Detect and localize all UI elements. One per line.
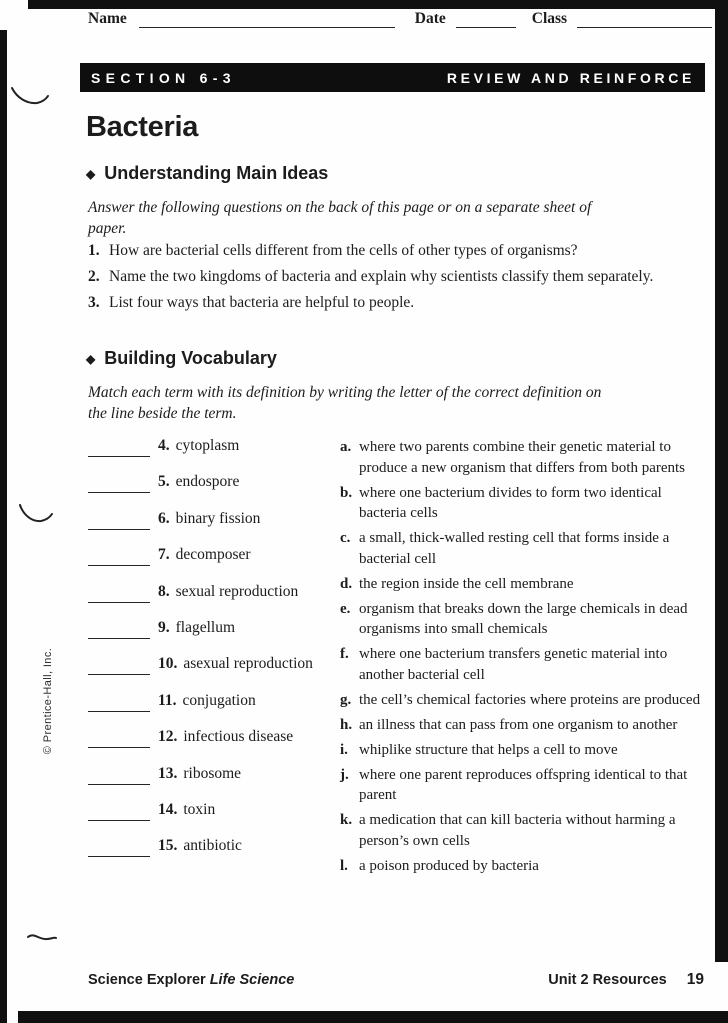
definition-text: an illness that can pass from one organism to another <box>359 716 678 733</box>
heading-main-ideas <box>86 163 328 184</box>
definition-letter: k. <box>340 812 353 828</box>
definition-text: where one parent reproduces offspring identical to that parent <box>359 766 688 803</box>
definition-text: where one bacterium transfers genetic material into another bacterial cell <box>359 646 668 683</box>
section-number: SECTION 6-3 <box>91 69 236 86</box>
definition-letter: g. <box>340 691 352 708</box>
definition-text: a poison produced by bacteria <box>359 857 539 874</box>
definition-letter: f. <box>340 646 349 662</box>
scan-edge-bottom <box>18 1011 728 1023</box>
term-row <box>88 692 340 712</box>
term-label: sexual reproduction <box>175 582 299 600</box>
term-number: 8. <box>158 582 170 600</box>
term-row <box>88 473 340 493</box>
question-number: 1. <box>88 242 100 259</box>
term-label: conjugation <box>182 691 256 709</box>
question-item <box>88 241 690 261</box>
term-label: decomposer <box>175 546 251 564</box>
term-number: 9. <box>158 618 170 636</box>
question-number: 2. <box>88 268 100 285</box>
term-row <box>88 837 340 857</box>
definition-text: where one bacterium divides to form two identical bacteria cells <box>359 484 662 521</box>
question-text: How are bacterial cells different from the cells of other types of organisms? <box>109 242 578 259</box>
scan-artifact <box>26 929 58 947</box>
term-row <box>88 619 340 639</box>
question-item <box>88 293 690 313</box>
term-number: 10. <box>158 655 178 673</box>
term-label: infectious disease <box>183 728 294 746</box>
term-label: endospore <box>175 473 240 491</box>
term-row <box>88 801 340 821</box>
heading-vocabulary-label: Building Vocabulary <box>104 348 277 368</box>
definition-text: whiplike structure that helps a cell to move <box>359 741 618 758</box>
scan-artifact <box>18 501 54 527</box>
term-row <box>88 437 340 457</box>
question-item <box>88 267 690 287</box>
term-row <box>88 765 340 785</box>
definition-letter: c. <box>340 530 351 546</box>
answer-blank[interactable] <box>88 842 150 857</box>
definition-list <box>340 437 712 881</box>
term-label: ribosome <box>183 764 242 782</box>
term-number: 12. <box>158 728 178 746</box>
definition-item <box>340 574 712 595</box>
term-number: 4. <box>158 437 170 454</box>
date-field[interactable] <box>456 11 516 28</box>
answer-blank[interactable] <box>88 806 150 821</box>
footer-book <box>88 972 294 988</box>
answer-blank[interactable] <box>88 478 150 493</box>
term-label: asexual reproduction <box>183 655 313 673</box>
term-label: cytoplasm <box>175 437 240 454</box>
footer-resources-label: Unit 2 Resources <box>548 972 667 988</box>
term-number: 15. <box>158 837 178 855</box>
scan-edge-right <box>715 0 728 962</box>
definition-letter: e. <box>340 600 351 617</box>
definition-item <box>340 740 712 761</box>
definition-item <box>340 690 712 711</box>
term-row <box>88 546 340 566</box>
date-label: Date <box>414 10 446 27</box>
name-field[interactable] <box>139 11 395 28</box>
definition-text: a small, thick-walled resting cell that forms inside a bacterial cell <box>359 530 670 567</box>
term-row <box>88 510 340 530</box>
term-number: 7. <box>158 546 170 564</box>
term-label: antibiotic <box>183 837 242 855</box>
answer-blank[interactable] <box>88 515 150 530</box>
class-field[interactable] <box>577 11 712 28</box>
definition-item <box>340 599 712 640</box>
answer-blank[interactable] <box>88 770 150 785</box>
main-ideas-instructions: Answer the following questions on the back of this page or on a separate sheet of paper. <box>88 199 592 237</box>
banner-kind: REVIEW AND REINFORCE <box>446 69 695 86</box>
definition-letter: a. <box>340 439 352 455</box>
answer-blank[interactable] <box>88 551 150 566</box>
copyright-sidebar: © Prentice-Hall, Inc. <box>42 647 54 755</box>
question-number: 3. <box>88 294 100 311</box>
definition-letter: h. <box>340 716 353 733</box>
definition-text: the region inside the cell membrane <box>359 575 574 592</box>
definition-item <box>340 437 712 478</box>
footer-book-series: Science Explorer <box>88 972 210 988</box>
page-number: 19 <box>686 971 704 988</box>
answer-blank[interactable] <box>88 697 150 712</box>
definition-item <box>340 644 712 685</box>
student-info-row <box>88 10 712 28</box>
scan-edge-left <box>0 30 7 1023</box>
term-label: toxin <box>183 800 216 818</box>
answer-blank[interactable] <box>88 660 150 675</box>
section-banner <box>80 63 705 92</box>
term-number: 5. <box>158 473 170 491</box>
term-label: binary fission <box>175 509 261 527</box>
definition-text: where two parents combine their genetic material to produce a new organism that differs from both parents <box>359 439 686 476</box>
heading-vocabulary <box>86 348 277 369</box>
definition-item <box>340 483 712 524</box>
term-number: 6. <box>158 509 170 527</box>
definition-item <box>340 856 712 877</box>
scan-artifact <box>10 85 50 109</box>
definition-text: the cell’s chemical factories where proteins are produced <box>359 691 701 708</box>
footer-book-title: Life Science <box>209 972 295 988</box>
definition-item <box>340 765 712 806</box>
question-list <box>88 241 690 319</box>
term-number: 14. <box>158 800 178 818</box>
question-text: Name the two kingdoms of bacteria and explain why scientists classify them separately. <box>109 268 654 285</box>
scan-edge-top <box>28 0 728 9</box>
heading-main-ideas-label: Understanding Main Ideas <box>104 163 329 183</box>
answer-blank[interactable] <box>88 624 150 639</box>
term-row <box>88 583 340 603</box>
answer-blank[interactable] <box>88 733 150 748</box>
name-label: Name <box>88 10 127 27</box>
definition-letter: l. <box>340 857 348 874</box>
definition-text: a medication that can kill bacteria without harming a person’s own cells <box>359 812 676 849</box>
class-label: Class <box>531 10 568 27</box>
definition-text: organism that breaks down the large chemicals in dead organisms into small chemicals <box>359 600 688 637</box>
vocabulary-matching <box>88 437 712 881</box>
footer-right <box>548 971 704 989</box>
definition-letter: i. <box>340 741 348 758</box>
term-row <box>88 655 340 675</box>
term-label: flagellum <box>175 618 236 636</box>
definition-item <box>340 715 712 736</box>
question-text: List four ways that bacteria are helpful to people. <box>109 294 415 311</box>
definition-item <box>340 810 712 851</box>
term-list <box>88 437 340 881</box>
definition-item <box>340 528 712 569</box>
diamond-icon: ◆ <box>86 351 96 366</box>
definition-letter: j. <box>340 766 349 783</box>
answer-blank[interactable] <box>88 588 150 603</box>
definition-letter: d. <box>340 575 353 592</box>
diamond-icon: ◆ <box>86 166 96 181</box>
term-number: 11. <box>158 691 177 709</box>
answer-blank[interactable] <box>88 442 150 457</box>
page-footer <box>88 971 704 989</box>
term-number: 13. <box>158 764 178 782</box>
page-title: Bacteria <box>86 111 199 143</box>
term-row <box>88 728 340 748</box>
definition-letter: b. <box>340 484 353 501</box>
vocabulary-instructions: Match each term with its definition by writing the letter of the correct definition on the line beside the term. <box>88 384 602 422</box>
